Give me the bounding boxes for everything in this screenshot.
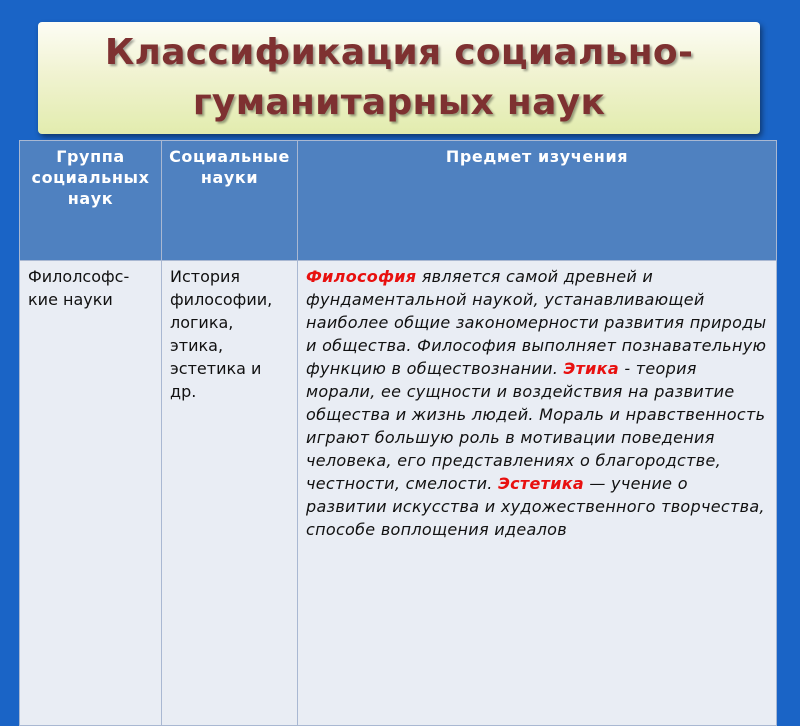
slide-title bbox=[105, 28, 693, 128]
term-aesthetics: Эстетика bbox=[498, 474, 584, 493]
header-group: Группа социальных наук bbox=[20, 141, 162, 261]
group-text: Филолсофс-кие науки bbox=[28, 267, 130, 309]
title-line-1: Классификация социально- bbox=[104, 32, 694, 73]
text-philosophy: является самой древней и фундаментальной наукой, устанавливающей наиболее общие закономерности развития природы и общества. Философия выполняет познавательную функцию в обществознании. bbox=[306, 267, 767, 378]
term-philosophy: Философия bbox=[306, 267, 417, 286]
cell-group bbox=[20, 261, 162, 726]
classification-table bbox=[19, 140, 777, 726]
sciences-text: История философии, логика, этика, эстетика и др. bbox=[170, 267, 273, 401]
cell-subject bbox=[298, 261, 777, 726]
text-aesthetics: — учение о развитии искусства и художественного творчества, способе воплощения идеалов bbox=[306, 474, 765, 539]
term-ethics: Этика bbox=[563, 359, 619, 378]
text-ethics: - теория морали, ее сущности и воздействия на развитие общества и жизнь людей. Мораль и нравственность играют большую роль в мотивации поведения человека, его представлениях о благородстве, честности, смелости. bbox=[306, 359, 766, 493]
cell-sciences bbox=[162, 261, 298, 726]
header-row bbox=[20, 141, 777, 261]
title-line-2: гуманитарных наук bbox=[192, 82, 606, 123]
table-row bbox=[20, 261, 777, 726]
title-banner bbox=[38, 22, 760, 134]
header-subject: Предмет изучения bbox=[298, 141, 777, 261]
subject-text bbox=[306, 265, 770, 610]
header-sciences: Социальные науки bbox=[162, 141, 298, 261]
